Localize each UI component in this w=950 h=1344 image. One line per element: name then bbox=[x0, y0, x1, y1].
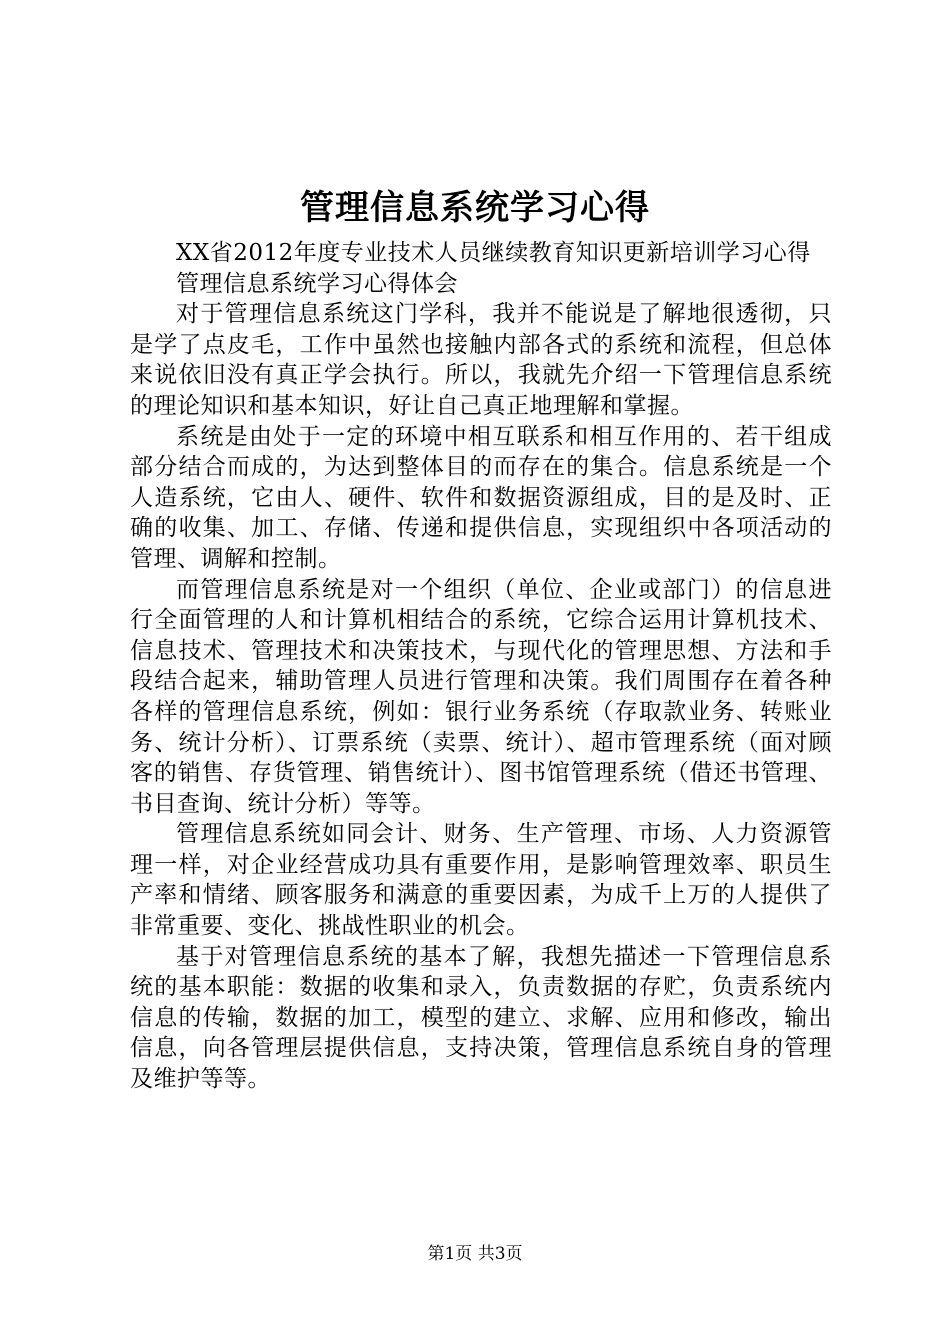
paragraph: 系统是由处于一定的环境中相互联系和相互作用的、若干组成部分结合而成的，为达到整体目的而存在的集合。信息系统是一个人造系统，它由人、硬件、软件和数据资源组成，目的是及时、正确的收集、加工、存储、传递和提供信息，实现组织中各项活动的管理、调解和控制。 bbox=[130, 423, 832, 572]
paragraph: 而管理信息系统是对一个组织（单位、企业或部门）的信息进行全面管理的人和计算机相结合的系统，它综合运用计算机技术、信息技术、管理技术和决策技术，与现代化的管理思想、方法和手段结合起来，辅助管理人员进行管理和决策。我们周围存在着各种各样的管理信息系统，例如：银行业务系统（存取款业务、转账业务、统计分析）、订票系统（卖票、统计）、超市管理系统（面对顾客的销售、存货管理、销售统计）、图书馆管理系统（借还书管理、书目查询、统计分析）等等。 bbox=[130, 576, 832, 817]
page-number-footer: 第1页 共3页 bbox=[427, 1244, 523, 1264]
document-title: 管理信息系统学习心得 bbox=[300, 188, 650, 228]
paragraph: 对于管理信息系统这门学科，我并不能说是了解地很透彻，只是学了点皮毛，工作中虽然也接触内部各式的系统和流程，但总体来说依旧没有真正学会执行。所以，我就先介绍一下管理信息系统的理论知识和基本知识，好让自己真正地理解和掌握。 bbox=[130, 301, 832, 419]
document-body bbox=[130, 238, 832, 1095]
paragraph: 基于对管理信息系统的基本了解，我想先描述一下管理信息系统的基本职能：数据的收集和录入，负责数据的存贮，负责系统内信息的传输，数据的加工，模型的建立、求解、应用和修改，输出信息，向各管理层提供信息，支持决策，管理信息系统自身的管理及维护等等。 bbox=[130, 943, 832, 1093]
paragraph-subtitle: XX省2012年度专业技术人员继续教育知识更新培训学习心得 bbox=[176, 240, 811, 266]
paragraph: 管理信息系统如同会计、财务、生产管理、市场、人力资源管理一样，对企业经营成功具有重要作用，是影响管理效率、职员生产率和情绪、顾客服务和满意的重要因素，为成千上万的人提供了非常重要、变化、挑战性职业的机会。 bbox=[130, 821, 832, 940]
paragraph-heading: 管理信息系统学习心得体会 bbox=[176, 270, 458, 297]
